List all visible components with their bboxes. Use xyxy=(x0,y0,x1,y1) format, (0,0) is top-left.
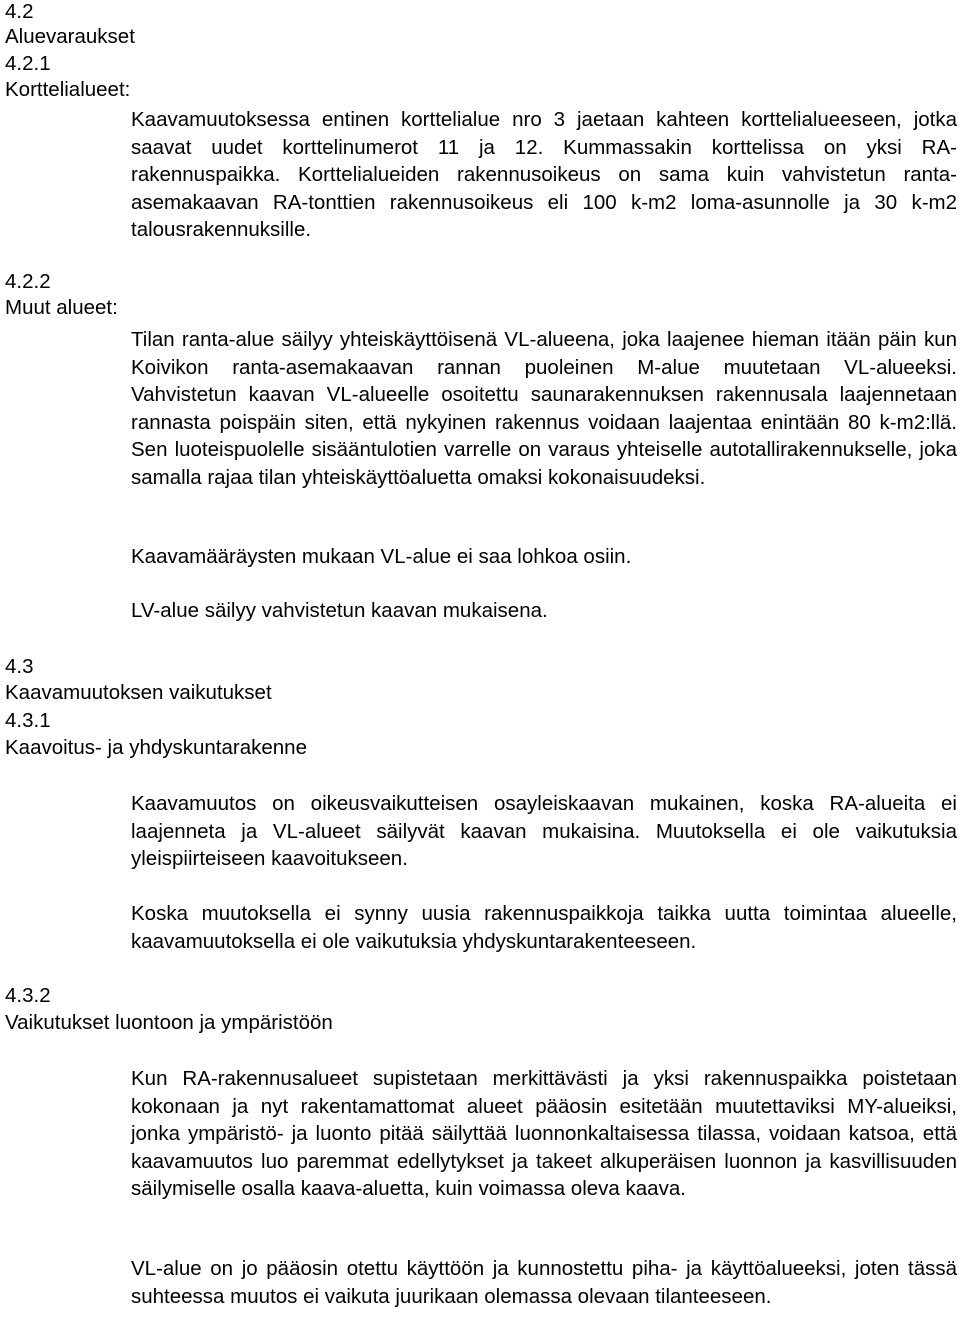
section-number-4-3-2: 4.3.2 xyxy=(5,984,51,1007)
paragraph-luonto-1: Kun RA-rakennusalueet supistetaan merkittävästi ja yksi rakennuspaikka poistetaan kokonaan ja nyt rakentamattomat alueet pääosin esitetään muutettaviksi MY-alueiksi, jonka ympäristö- ja luonto pitää säilyttää luonnonkaltaisessa tilassa, voidaan katsoa, että kaavamuutos luo paremmat edellytykset ja takeet alkuperäisen luonnon ja kasvillisuuden säilymiselle osalla kaava-aluetta, kuin voimassa oleva kaava. xyxy=(131,1067,957,1201)
paragraph-muut-alueet-2: Kaavamääräysten mukaan VL-alue ei saa lohkoa osiin. xyxy=(131,545,632,568)
paragraph-muut-alueet-3: LV-alue säilyy vahvistetun kaavan mukaisena. xyxy=(131,599,548,622)
section-title-muut-alueet: Muut alueet: xyxy=(5,296,118,319)
paragraph-korttelialueet: Kaavamuutoksessa entinen korttelialue nro 3 jaetaan kahteen korttelialueeseen, jotka saavat uudet korttelinumerot 11 ja 12. Kummassakin korttelissa on yksi RA-rakennuspaikka. Korttelialueiden rakennusoikeus on sama kuin vahvistetun ranta-asemakaavan RA-tonttien rakennusoikeus eli 100 k-m2 loma-asunnolle ja 30 k-m2 talousrakennuksille. xyxy=(131,108,957,242)
section-title-kaavamuutoksen-vaikutukset: Kaavamuutoksen vaikutukset xyxy=(5,681,272,704)
section-number-4-3-1: 4.3.1 xyxy=(5,709,51,732)
paragraph-luonto-2: VL-alue on jo pääosin otettu käyttöön ja kunnostettu piha- ja käyttöalueeksi, joten tässä suhteessa muutos ei vaikuta juurikaan olemassa olevaan tilanteeseen. xyxy=(131,1257,957,1308)
section-number-4-2-2: 4.2.2 xyxy=(5,270,51,293)
section-number-4-3: 4.3 xyxy=(5,655,34,678)
section-title-aluevaraukset: Aluevaraukset xyxy=(5,25,135,48)
paragraph-muut-alueet-1: Tilan ranta-alue säilyy yhteiskäyttöisenä VL-alueena, joka laajenee hieman itään päin kun Koivikon ranta-asemakaavan rannan puoleinen M-alue muutetaan VL-alueeksi. Vahvistetun kaavan VL-alueelle osoitettu saunarakennuksen rakennusala laajennetaan rannasta poispäin siten, että nykyinen rakennus voidaan laajentaa enintään 80 k-m2:llä. Sen luoteispuolelle sisääntulotien varrelle on varaus yhteiselle autotallirakennukselle, joka samalla rajaa tilan yhteiskäyttöaluetta omaksi kokonaisuudeksi. xyxy=(131,328,957,489)
section-title-korttelialueet: Korttelialueet: xyxy=(5,78,131,101)
section-number-4-2: 4.2 xyxy=(5,0,34,23)
section-number-4-2-1: 4.2.1 xyxy=(5,52,51,75)
paragraph-kaavoitus-1: Kaavamuutos on oikeusvaikutteisen osayleiskaavan mukainen, koska RA-alueita ei laajenneta ja VL-alueet säilyvät kaavan mukaisina. Muutoksella ei ole vaikutuksia yleispiirteiseen kaavoitukseen. xyxy=(131,792,957,871)
paragraph-kaavoitus-2: Koska muutoksella ei synny uusia rakennuspaikkoja taikka uutta toimintaa alueelle, kaavamuutoksella ei ole vaikutuksia yhdyskuntarakenteeseen. xyxy=(131,902,957,953)
section-title-kaavoitus: Kaavoitus- ja yhdyskuntarakenne xyxy=(5,736,307,759)
section-title-vaikutukset-luontoon: Vaikutukset luontoon ja ympäristöön xyxy=(5,1011,333,1034)
